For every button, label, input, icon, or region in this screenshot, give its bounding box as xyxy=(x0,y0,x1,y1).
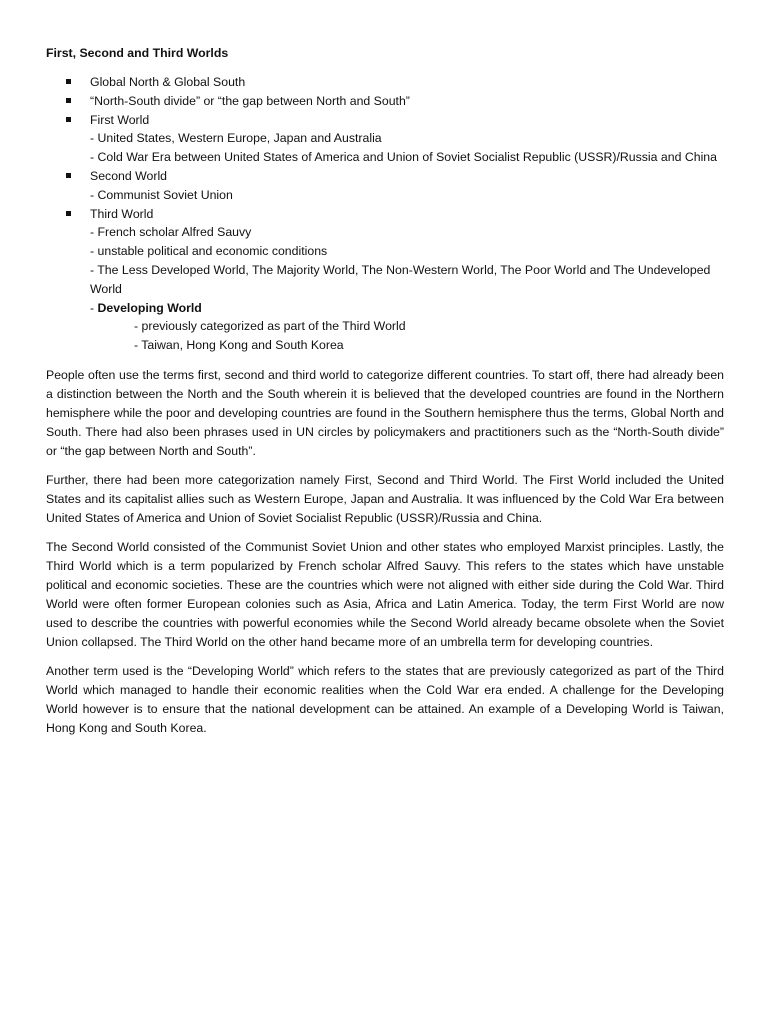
sub-item: - Cold War Era between United States of America and Union of Soviet Socialist Republic (USSR)/Russia and China xyxy=(90,150,717,165)
list-item xyxy=(46,111,724,167)
sub-item: - French scholar Alfred Sauvy xyxy=(90,225,252,240)
bullet-list xyxy=(46,73,724,355)
sub-item: - United States, Western Europe, Japan and Australia xyxy=(90,131,382,146)
sub-item-prefix: - xyxy=(90,300,98,315)
sub-item: - unstable political and economic conditions xyxy=(90,244,328,259)
square-bullet-icon xyxy=(66,98,71,103)
paragraph: Another term used is the “Developing World” which refers to the states that are previously categorized as part of the Third World which managed to handle their economic realities when the Cold War era ended. A challenge for the Developing World however is to ensure that the national development can be attained. An example of a Developing World is Taiwan, Hong Kong and South Korea. xyxy=(46,663,724,735)
square-bullet-icon xyxy=(66,173,71,178)
document-title: First, Second and Third Worlds xyxy=(46,46,229,60)
bullet-label: “North-South divide” or “the gap between North and South” xyxy=(90,93,410,108)
sub-item-developing-world xyxy=(90,299,724,318)
list-item xyxy=(46,73,724,92)
square-bullet-icon xyxy=(66,211,71,216)
document xyxy=(46,44,724,738)
nested-sub-item: - Taiwan, Hong Kong and South Korea xyxy=(134,338,344,353)
sub-item: - The Less Developed World, The Majority World, The Non-Western World, The Poor World and The Undeveloped World xyxy=(90,262,711,296)
bullet-label: First World xyxy=(90,112,150,127)
paragraph: Further, there had been more categorization namely First, Second and Third World. The First World included the United States and its capitalist allies such as Western Europe, Japan and Australia. It was influenced by the Cold War Era between United States of America and Union of Soviet Socialist Republic (USSR)/Russia and China. xyxy=(46,472,724,525)
paragraph: The Second World consisted of the Communist Soviet Union and other states who employed Marxist principles. Lastly, the Third World which is a term popularized by French scholar Alfred Sauvy. This refers to the states which have unstable political and economic societies. These are the countries which were not aligned with either side during the Cold War. Third World were often former European colonies such as Asia, Africa and Latin America. Today, the term First World are now used to describe the countries with powerful economies while the Second World already became obsolete when the Soviet Union collapsed. The Third World on the other hand became more of an umbrella term for developing countries. xyxy=(46,539,724,649)
square-bullet-icon xyxy=(66,117,71,122)
developing-world-label: Developing World xyxy=(97,300,202,315)
paragraph: People often use the terms first, second and third world to categorize different countries. To start off, there had already been a distinction between the North and the South wherein it is believed that the developed countries are found in the Northern hemisphere while the poor and developing countries are found in the Southern hemisphere thus the terms, Global North and South. There had also been phrases used in UN circles by policymakers and practitioners such as the “North-South divide” or “the gap between North and South”. xyxy=(46,367,724,458)
bullet-label: Third World xyxy=(90,206,154,221)
bullet-label: Second World xyxy=(90,168,168,183)
bullet-label: Global North & Global South xyxy=(90,75,246,89)
square-bullet-icon xyxy=(66,79,71,84)
nested-sub-item: - previously categorized as part of the Third World xyxy=(134,319,406,334)
sub-item: - Communist Soviet Union xyxy=(90,187,233,202)
list-item xyxy=(46,205,724,355)
list-item xyxy=(46,167,724,205)
list-item xyxy=(46,92,724,111)
